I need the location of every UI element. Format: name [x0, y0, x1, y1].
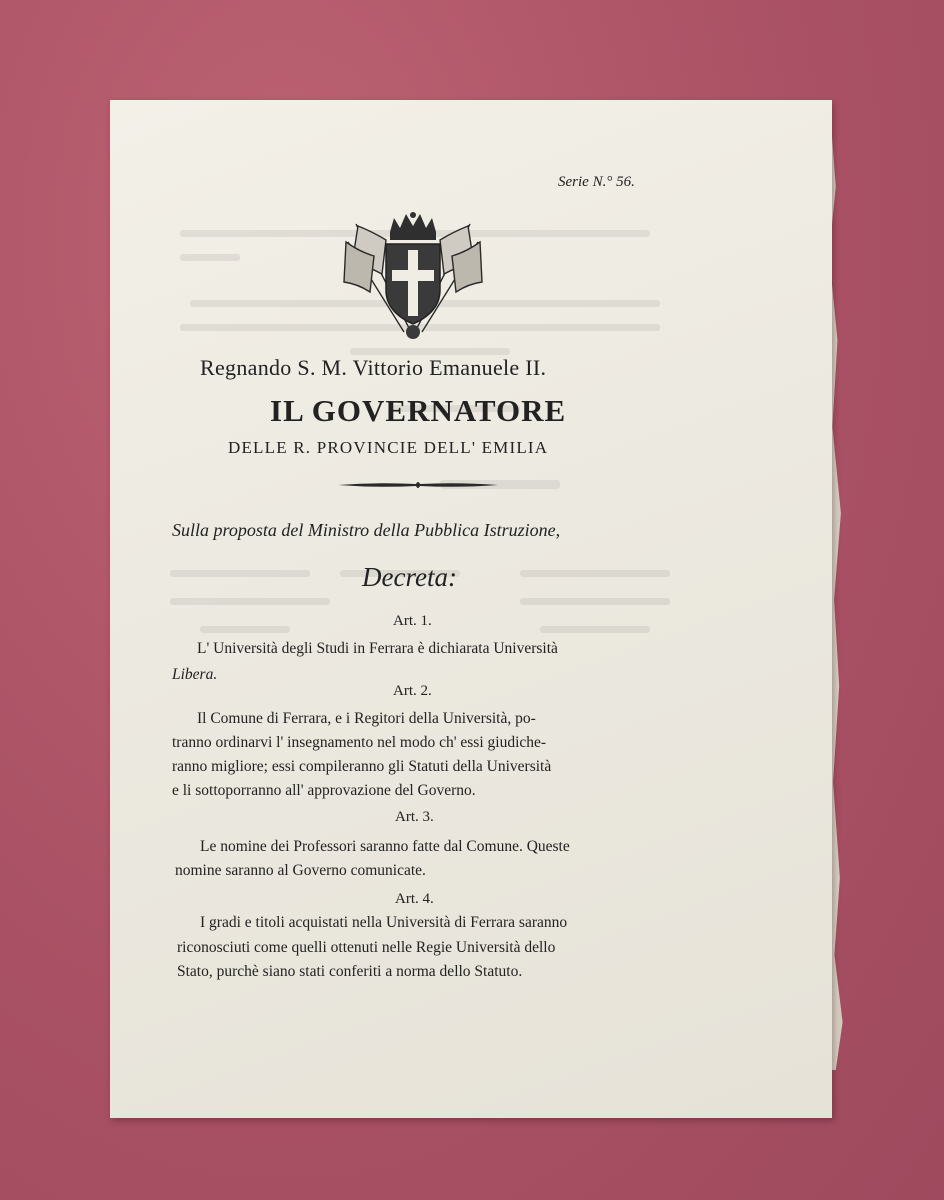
decree-heading: Decreta: — [362, 562, 457, 592]
article-line: e li sottoporranno all' approvazione del Governo. — [172, 782, 476, 799]
article-heading: Art. 2. — [393, 683, 432, 699]
reign-heading: Regnando S. M. Vittorio Emanuele II. — [200, 355, 547, 380]
article-heading: Art. 3. — [395, 809, 434, 825]
document-subtitle: DELLE R. PROVINCIE DELL' EMILIA — [228, 438, 549, 457]
article-heading: Art. 4. — [395, 891, 434, 907]
article-heading: Art. 1. — [393, 613, 432, 629]
article-line: Stato, purchè siano stati conferiti a norma dello Statuto. — [177, 963, 523, 980]
ornamental-rule — [338, 480, 498, 490]
savoy-coat-of-arms-icon — [338, 212, 488, 344]
article-line: L' Università degli Studi in Ferrara è dichiarata Università — [197, 640, 558, 657]
article-line: I gradi e titoli acquistati nella Università di Ferrara saranno — [200, 914, 568, 931]
article-line: tranno ordinarvi l' insegnamento nel modo ch' essi giudiche- — [172, 734, 547, 751]
article-line: Libera. — [172, 666, 218, 683]
article-line: ranno migliore; essi compileranno gli Statuti della Università — [172, 758, 552, 775]
article-line: riconosciuti come quelli ottenuti nelle Regie Università dello — [177, 939, 556, 956]
article-line: Il Comune di Ferrara, e i Regitori della Università, po- — [197, 710, 536, 727]
document-title: IL GOVERNATORE — [270, 393, 567, 428]
preamble: Sulla proposta del Ministro della Pubblica Istruzione, — [172, 520, 561, 540]
serie-number: Serie N.° 56. — [558, 174, 635, 190]
article-line: Le nomine dei Professori saranno fatte dal Comune. Queste — [200, 838, 570, 855]
article-line: nomine saranno al Governo comunicate. — [175, 862, 426, 879]
